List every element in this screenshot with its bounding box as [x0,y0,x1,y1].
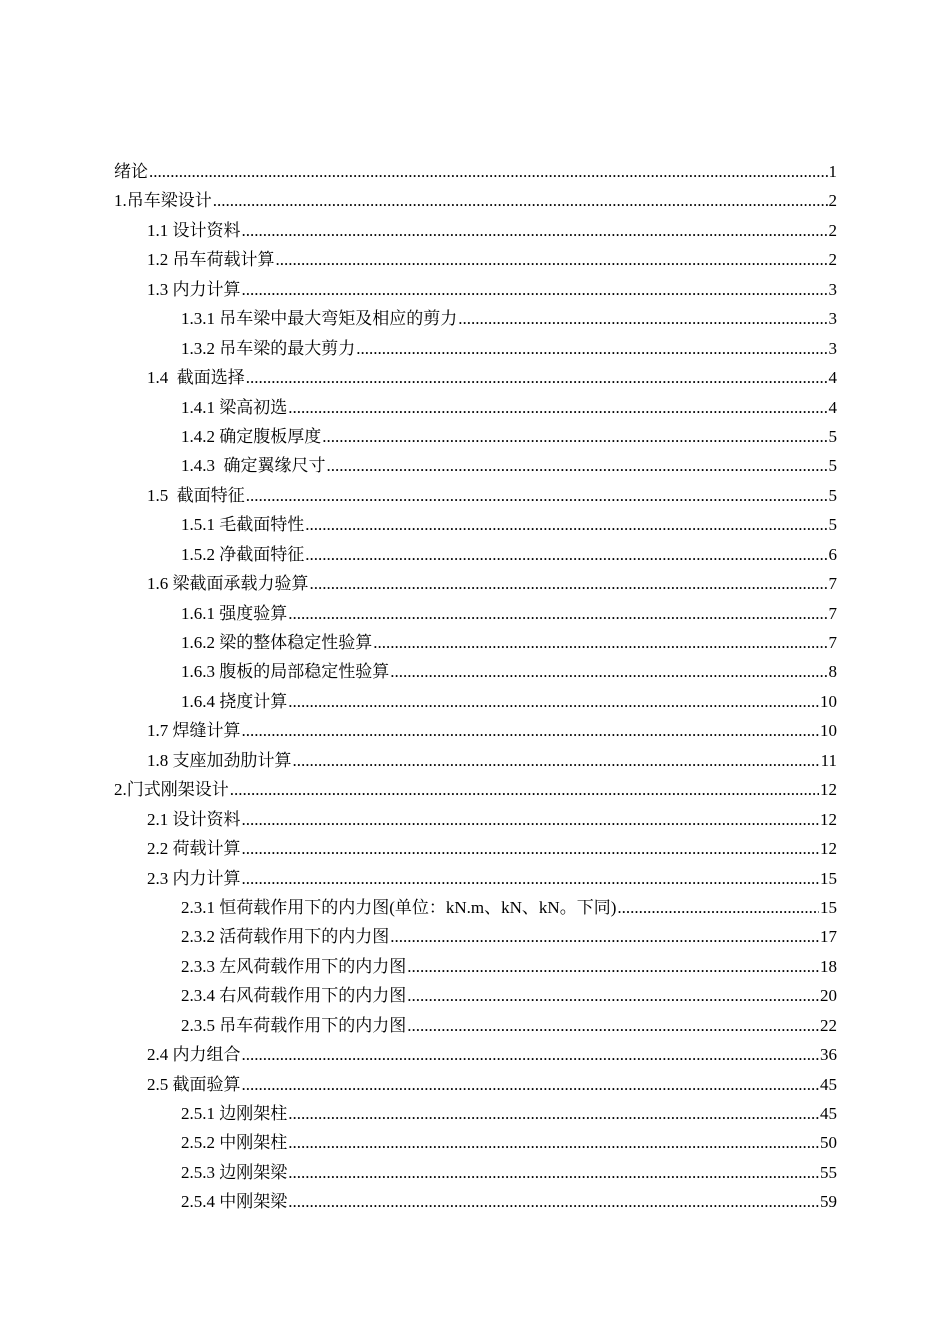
toc-entry-title: 1.1 设计资料 [147,220,241,240]
toc-entry-title: 1.吊车梁设计 [114,191,212,211]
toc-entry-title: 2.3.2 活荷载作用下的内力图 [181,927,390,947]
toc-entry[interactable] [114,363,837,392]
toc-entry-page-number: 2 [828,220,837,240]
toc-entry-page-number: 7 [828,603,837,623]
toc-entry-page-number: 5 [828,515,837,535]
toc-dot-leader [213,186,828,215]
toc-entry-title: 1.7 焊缝计算 [147,721,241,741]
toc-dot-leader [242,275,828,304]
toc-entry-title: 1.6 梁截面承载力验算 [147,574,309,594]
toc-entry[interactable] [114,952,837,981]
toc-entry-page-number: 12 [820,809,837,829]
toc-entry[interactable] [114,922,837,951]
toc-entry-page-number: 3 [828,279,837,299]
toc-entry-page-number: 12 [820,780,837,800]
toc-entry[interactable] [114,1187,837,1216]
toc-dot-leader [407,1011,819,1040]
toc-entry-title: 2.5 截面验算 [147,1074,241,1094]
toc-dot-leader [310,569,828,598]
toc-dot-leader [373,628,827,657]
toc-entry-page-number: 4 [828,397,837,417]
toc-dot-leader [293,746,820,775]
toc-entry-page-number: 10 [820,691,837,711]
toc-entry-title: 1.2 吊车荷载计算 [147,250,275,270]
toc-entry-page-number: 8 [828,662,837,682]
toc-entry-title: 1.4.3 确定翼缘尺寸 [181,456,326,476]
toc-entry[interactable] [114,540,837,569]
toc-entry-page-number: 6 [828,544,837,564]
toc-entry-title: 绪论 [114,162,148,181]
toc-entry[interactable] [114,422,837,451]
toc-entry-title: 1.4 截面选择 [147,368,245,388]
toc-entry[interactable] [114,716,837,745]
toc-entry-page-number: 45 [820,1074,837,1094]
toc-entry[interactable] [114,657,837,686]
toc-entry-title: 1.4.2 确定腹板厚度 [181,426,322,446]
toc-dot-leader [288,1187,819,1216]
toc-entry[interactable] [114,245,837,274]
toc-dot-leader [149,157,828,186]
toc-entry[interactable] [114,687,837,716]
toc-entry[interactable] [114,334,837,363]
toc-entry[interactable] [114,451,837,480]
toc-entry-page-number: 7 [828,574,837,594]
toc-dot-leader [230,775,819,804]
toc-dot-leader [407,952,819,981]
toc-entry-title: 2.3 内力计算 [147,868,241,888]
toc-dot-leader [242,1040,820,1069]
toc-dot-leader [617,893,819,922]
toc-entry-title: 1.8 支座加劲肋计算 [147,750,292,770]
toc-dot-leader [305,510,827,539]
toc-entry-page-number: 5 [828,456,837,476]
toc-dot-leader [407,981,819,1010]
toc-entry[interactable] [114,510,837,539]
toc-dot-leader [327,451,828,480]
toc-entry[interactable] [114,1070,837,1099]
toc-entry-page-number: 12 [820,839,837,859]
toc-entry[interactable] [114,1099,837,1128]
toc-entry-page-number: 50 [820,1133,837,1153]
toc-entry-page-number: 1 [828,162,837,181]
toc-entry-title: 1.4.1 梁高初选 [181,397,288,417]
toc-entry-page-number: 55 [820,1162,837,1182]
toc-dot-leader [288,1099,819,1128]
toc-entry[interactable] [114,1040,837,1069]
toc-entry[interactable] [114,981,837,1010]
table-of-contents [114,157,837,1217]
toc-dot-leader [288,393,827,422]
toc-entry-title: 2.5.3 边刚架梁 [181,1162,288,1182]
toc-entry-title: 1.5.1 毛截面特性 [181,515,305,535]
toc-entry-title: 1.6.2 梁的整体稳定性验算 [181,633,373,652]
toc-entry-page-number: 3 [828,338,837,358]
toc-dot-leader [242,805,820,834]
toc-entry-page-number: 11 [820,750,837,770]
toc-dot-leader [242,1070,820,1099]
toc-entry-title: 1.3 内力计算 [147,279,241,299]
toc-entry-page-number: 7 [828,633,837,652]
toc-entry[interactable] [114,1011,837,1040]
toc-entry-page-number: 5 [828,426,837,446]
toc-entry[interactable] [114,393,837,422]
toc-dot-leader [288,599,827,628]
toc-entry-title: 2.5.1 边刚架柱 [181,1104,288,1123]
toc-dot-leader [390,922,819,951]
toc-entry[interactable] [114,864,837,893]
toc-dot-leader [246,481,828,510]
toc-entry-page-number: 59 [820,1192,837,1212]
toc-dot-leader [276,245,828,274]
toc-entry-title: 2.3.5 吊车荷载作用下的内力图 [181,1015,407,1035]
toc-entry-title: 2.3.4 右风荷载作用下的内力图 [181,986,407,1006]
toc-entry-page-number: 15 [820,868,837,888]
toc-dot-leader [242,834,820,863]
toc-entry[interactable] [114,1158,837,1187]
toc-dot-leader [322,422,827,451]
toc-entry-title: 1.6.1 强度验算 [181,603,288,623]
toc-entry[interactable] [114,746,837,775]
toc-entry[interactable] [114,628,837,657]
toc-entry[interactable] [114,275,837,304]
toc-dot-leader [242,216,828,245]
toc-dot-leader [288,687,819,716]
toc-entry-page-number: 2 [828,191,837,211]
toc-dot-leader [356,334,827,363]
toc-dot-leader [390,657,827,686]
toc-entry-title: 2.门式刚架设计 [114,780,229,800]
toc-entry[interactable] [114,834,837,863]
toc-dot-leader [242,716,820,745]
toc-entry-page-number: 10 [820,721,837,741]
toc-entry[interactable] [114,569,837,598]
toc-entry[interactable] [114,599,837,628]
toc-dot-leader [242,864,820,893]
toc-entry[interactable] [114,775,837,804]
toc-entry[interactable] [114,481,837,510]
toc-entry[interactable] [114,186,837,215]
toc-entry-title: 2.5.2 中刚架柱 [181,1133,288,1153]
toc-entry-page-number: 2 [828,250,837,270]
toc-entry[interactable] [114,805,837,834]
toc-dot-leader [305,540,827,569]
toc-entry-title: 1.6.4 挠度计算 [181,691,288,711]
toc-dot-leader [458,304,827,333]
toc-entry-title: 2.4 内力组合 [147,1045,241,1065]
toc-entry-page-number: 22 [820,1015,837,1035]
toc-entry-title: 1.5 截面特征 [147,485,245,505]
toc-entry-title: 2.5.4 中刚架梁 [181,1192,288,1212]
toc-entry-title: 2.3.1 恒荷载作用下的内力图(单位：kN.m、kN、kN。下同) [181,897,617,917]
toc-entry[interactable] [114,216,837,245]
toc-entry-page-number: 5 [828,485,837,505]
toc-dot-leader [288,1158,819,1187]
toc-entry-page-number: 4 [828,368,837,388]
toc-entry-title: 2.1 设计资料 [147,809,241,829]
toc-entry-title: 1.3.1 吊车梁中最大弯矩及相应的剪力 [181,309,458,329]
toc-entry[interactable] [114,1128,837,1157]
toc-entry-page-number: 20 [820,986,837,1006]
toc-dot-leader [246,363,828,392]
toc-entry[interactable] [114,304,837,333]
toc-entry-title: 1.3.2 吊车梁的最大剪力 [181,338,356,358]
toc-dot-leader [288,1128,819,1157]
toc-entry[interactable] [114,157,837,186]
toc-entry-page-number: 45 [820,1104,837,1123]
toc-entry-title: 2.2 荷载计算 [147,839,241,859]
toc-entry-title: 1.5.2 净截面特征 [181,544,305,564]
toc-entry-page-number: 3 [828,309,837,329]
toc-entry-page-number: 36 [820,1045,837,1065]
toc-entry-page-number: 17 [820,927,837,947]
toc-entry-page-number: 15 [820,897,837,917]
toc-entry-page-number: 18 [820,956,837,976]
toc-entry[interactable] [114,893,837,922]
toc-entry-title: 1.6.3 腹板的局部稳定性验算 [181,662,390,682]
toc-entry-title: 2.3.3 左风荷载作用下的内力图 [181,956,407,976]
